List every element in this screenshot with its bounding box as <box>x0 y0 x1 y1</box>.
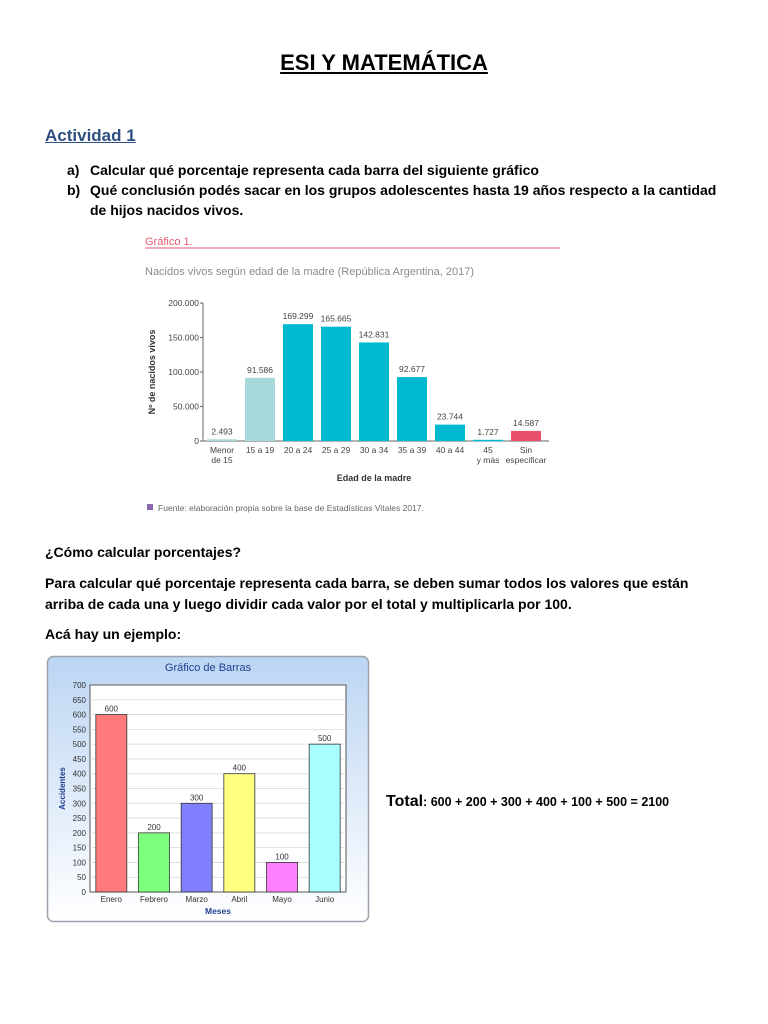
instructions-paragraph: Para calcular qué porcentaje representa cada barra, se deben sumar todos los valores que están arriba de cada una y luego dividir cada valor por el total y multiplicarla por 100. <box>45 575 689 612</box>
bar-value-label: 14.587 <box>513 417 539 428</box>
bar-value-label: 91.586 <box>247 364 273 375</box>
y-tick-label: 700 <box>72 681 86 690</box>
x-tick-label: Mayo <box>272 895 292 904</box>
y-tick-label: 150.000 <box>168 332 199 343</box>
x-tick-label: 35 a 39 <box>397 445 427 455</box>
y-tick-label: 100 <box>72 858 86 868</box>
source-note: Fuente: elaboración propia sobre la base de Estadísticas Vitales 2017. <box>158 503 424 513</box>
bar-value-label: 1.727 <box>477 426 499 437</box>
x-tick-label: 40 a 44 <box>435 445 465 455</box>
bar-value-label: 169.299 <box>282 311 314 322</box>
total-expression: 600 + 200 + 300 + 400 + 100 + 500 = <box>430 795 638 809</box>
bar-value-label: 92.677 <box>399 364 425 375</box>
activity-heading: Actividad 1 <box>45 126 136 145</box>
bar-value-label: 165.665 <box>320 313 352 324</box>
x-tick-label: Febrero <box>139 895 169 904</box>
y-tick-label: 500 <box>72 740 86 750</box>
x-tick-label: Menor <box>209 445 235 455</box>
bar-value-label: 142.831 <box>358 329 390 340</box>
y-tick-label: 100.000 <box>168 367 199 377</box>
page-title: ESI Y MATEMÁTICA <box>280 50 488 75</box>
x-axis-label: Edad de la madre <box>336 473 412 483</box>
y-tick-label: 250 <box>72 814 86 824</box>
bar <box>267 862 298 892</box>
x-axis-label: Meses <box>205 906 231 916</box>
y-tick-label: 600 <box>72 710 86 720</box>
bar <box>207 439 237 441</box>
section-heading: ¿Cómo calcular porcentajes? <box>45 544 242 560</box>
y-axis-label: Nº de nacidos vivos <box>147 329 157 415</box>
y-tick-label: 50 <box>77 873 86 883</box>
bar <box>309 744 340 892</box>
question-text: Calcular qué porcentaje representa cada barra del siguiente gráfico <box>90 162 539 178</box>
x-tick-label: 45 <box>483 445 493 455</box>
y-tick-label: 350 <box>72 784 86 794</box>
y-tick-label: 200.000 <box>168 298 199 308</box>
x-tick-label: y más <box>476 455 500 465</box>
bar-value-label: 200 <box>147 822 161 832</box>
y-tick-label: 550 <box>72 725 86 735</box>
x-tick-label: 25 a 29 <box>321 445 351 455</box>
figure-number: Gráfico 1. <box>145 236 193 248</box>
y-axis-label: Accidentes <box>58 767 67 810</box>
total-colon: : <box>423 795 428 809</box>
chart-title: Gráfico de Barras <box>164 662 252 674</box>
y-tick-label: 450 <box>72 754 86 764</box>
y-tick-label: 50.000 <box>173 401 199 412</box>
x-tick-label: 15 a 19 <box>245 445 275 455</box>
x-tick-label: Abril <box>231 895 248 904</box>
bar-value-label: 300 <box>189 793 204 803</box>
bar <box>511 431 541 441</box>
bar <box>321 327 351 441</box>
x-tick-label: 30 a 34 <box>359 445 389 455</box>
bar-value-label: 100 <box>275 852 289 862</box>
bar <box>359 342 389 441</box>
total-line <box>386 793 669 811</box>
bar <box>96 715 127 892</box>
question-b <box>67 180 727 220</box>
bar-value-label: 2.493 <box>211 426 233 437</box>
y-tick-label: 400 <box>72 769 86 779</box>
y-tick-label: 0 <box>194 436 199 446</box>
question-marker: a) <box>67 162 80 178</box>
bar-value-label: 23.744 <box>437 411 463 422</box>
question-a <box>67 160 727 180</box>
y-tick-label: 650 <box>72 695 86 705</box>
x-tick-label: 20 a 24 <box>283 445 313 455</box>
bar <box>139 833 170 892</box>
y-tick-label: 200 <box>72 828 86 838</box>
total-result: 2100 <box>641 795 670 809</box>
x-tick-label: Junio <box>315 895 335 904</box>
bar <box>181 803 212 892</box>
bar <box>397 377 427 441</box>
example-bar-chart <box>46 655 372 925</box>
y-tick-label: 300 <box>72 799 86 809</box>
example-label: Acá hay un ejemplo: <box>45 626 182 642</box>
x-tick-label: Sin <box>519 445 533 455</box>
total-word: Total <box>386 793 424 810</box>
bar <box>473 440 503 442</box>
bar-value-label: 600 <box>104 704 119 714</box>
x-tick-label: de 15 <box>211 455 233 465</box>
bar <box>435 425 465 441</box>
x-tick-label: especificar <box>505 455 547 465</box>
question-list <box>67 160 727 220</box>
chart-title: Nacidos vivos según edad de la madre (República Argentina, 2017) <box>145 266 474 278</box>
bar-value-label: 400 <box>232 763 247 773</box>
question-marker: b) <box>67 182 81 198</box>
question-text: Qué conclusión podés sacar en los grupos adolescentes hasta 19 años respecto a la cantidad de hijos nacidos vivos. <box>90 182 717 218</box>
x-tick-label: Enero <box>100 895 123 904</box>
births-by-mother-age-chart <box>140 228 570 520</box>
bar <box>224 774 255 892</box>
y-tick-label: 0 <box>81 888 86 897</box>
bar-value-label: 500 <box>317 734 332 744</box>
x-tick-label: Marzo <box>185 895 208 904</box>
bar <box>283 324 313 441</box>
source-marker <box>147 504 153 510</box>
bar <box>245 378 275 441</box>
y-tick-label: 150 <box>72 843 86 853</box>
